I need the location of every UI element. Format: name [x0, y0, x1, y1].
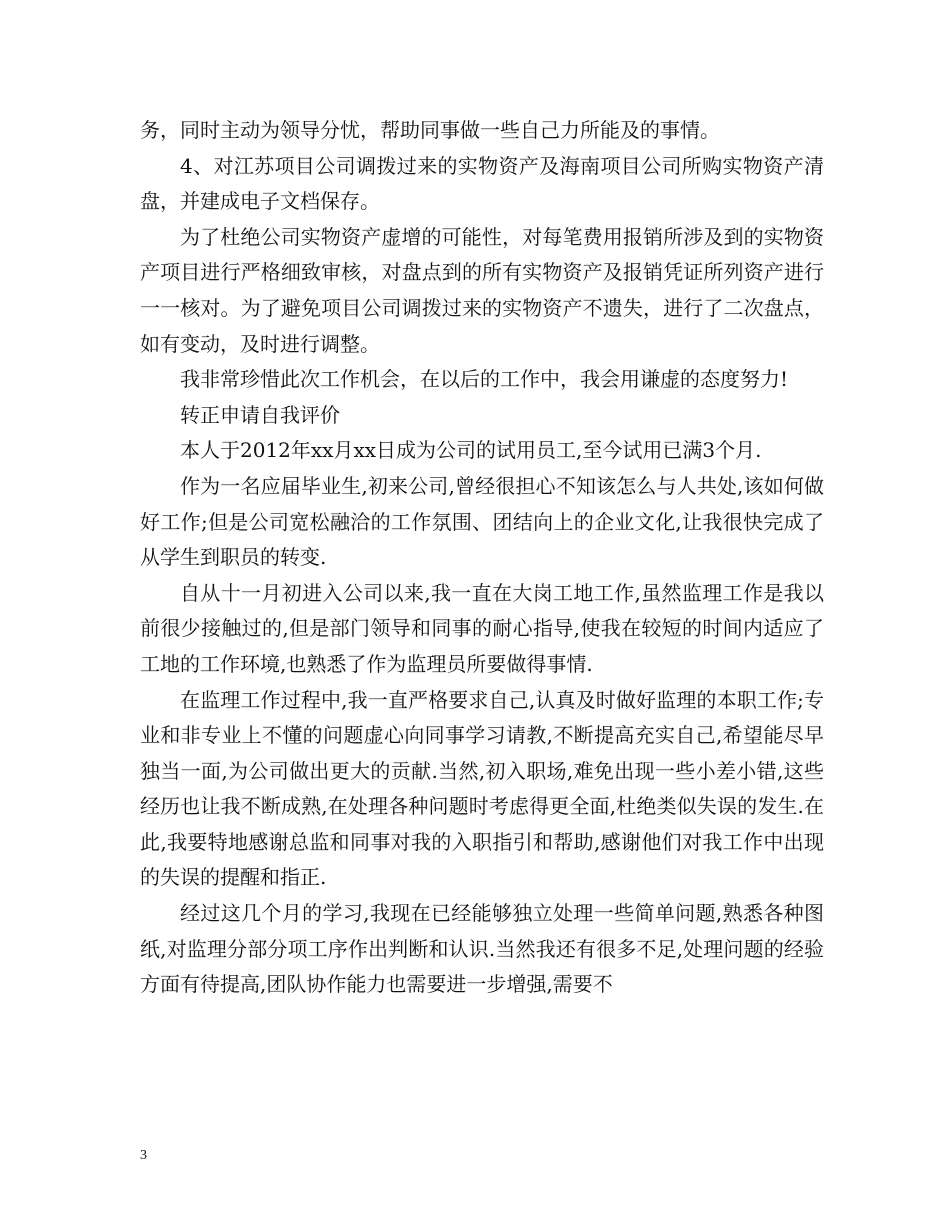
paragraph-1: 务，同时主动为领导分忧，帮助同事做一些自己力所能及的事情。 [140, 118, 720, 142]
paragraph-9: 在监理工作过程中,我一直严格要求自己,认真及时做好监理的本职工作;专业和非专业上不懂的问题虚心向同事学习请教,不断提高充实自己,希望能尽早独当一面,为公司做出更大的贡献.当然,初入职场,难免出现一些小差小错,这些经历也让我不断成熟,在处理各种问题时考虑得更全面,杜绝类似失误的发生.在此,我要特地感谢总监和同事对我的入职指引和帮助,感谢他们对我工作中出现的失误的提醒和指正. [140, 687, 824, 890]
paragraph-3: 为了杜绝公司实物资产虚增的可能性，对每笔费用报销所涉及到的实物资产项目进行严格细致审核，对盘点到的所有实物资产及报销凭证所列资产进行一一核对。为了避免项目公司调拨过来的实物资产不遗失，进行了二次盘点，如有变动，及时进行调整。 [140, 224, 824, 356]
paragraph-2: 4、对江苏项目公司调拨过来的实物资产及海南项目公司所购实物资产清盘，并建成电子文档保存。 [140, 153, 824, 214]
page-number: 3 [140, 1148, 147, 1163]
paragraph-10: 经过这几个月的学习,我现在已经能够独立处理一些简单问题,熟悉各种图纸,对监理分部分项工序作出判断和认识.当然我还有很多不足,处理问题的经验方面有待提高,团队协作能力也需要进一步增强,需要不 [140, 901, 824, 997]
document-body [140, 113, 824, 1003]
paragraph-7: 作为一名应届毕业生,初来公司,曾经很担心不知该怎么与人共处,该如何做好工作;但是公司宽松融洽的工作氛围、团结向上的企业文化,让我很快完成了从学生到职员的转变. [140, 473, 824, 570]
paragraph-8: 自从十一月初进入公司以来,我一直在大岗工地工作,虽然监理工作是我以前很少接触过的,但是部门领导和同事的耐心指导,使我在较短的时间内适应了工地的工作环境,也熟悉了作为监理员所要做得事情. [140, 580, 824, 676]
paragraph-4: 我非常珍惜此次工作机会，在以后的工作中，我会用谦虚的态度努力! [180, 367, 789, 392]
section-heading: 转正申请自我评价 [180, 402, 340, 427]
paragraph-6: 本人于2012年xx月xx日成为公司的试用员工,至今试用已满3个月. [180, 438, 762, 463]
